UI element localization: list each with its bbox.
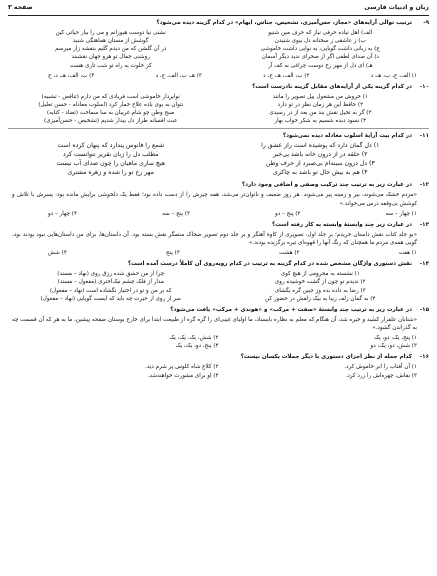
question-text: در عبارت زیر به ترتیب چند ترکیب وصفی و اضافی وجود دارد؟ <box>241 182 412 189</box>
hemistich: مدار از فلک چشم نیک‌اختری (مفعول – مسند) <box>57 279 164 286</box>
question-14 <box>8 260 429 268</box>
option-row[interactable] <box>14 278 417 286</box>
option[interactable]: ۲) پنج – دو <box>275 210 301 217</box>
verse-row <box>14 45 417 53</box>
q11-options <box>14 142 417 178</box>
question-number: ۹- <box>423 19 429 26</box>
q15-options <box>28 334 417 350</box>
question-text: ترتیب توالی آرایه‌های «مجاز، حس‌آمیزی، تشخیص، جناس، ایهام» در کدام گزینه دیده می‌شود؟ <box>156 19 412 26</box>
hemistich: نوایردار خاموشی است فریادی که من دارم (تناقض - تشبیه) <box>41 93 180 100</box>
option-row[interactable] <box>14 160 417 169</box>
question-number: ۱۶- <box>419 354 429 361</box>
hemistich: روشنی جمال تو هرو جهان نقشبند <box>71 54 150 61</box>
question-10 <box>8 83 429 91</box>
q15-passage: «شتابان علفزار کشید و خیره شد، آن هنگام که معلم به نظاره بایستاد، ما اولیای غیبی‌ای را گره گره از طبیعت ابتدا برای خارج بوستان صفحه پیشین، ما به هر که آن قسمت چه به گذراندن گشود.» <box>12 316 417 331</box>
option[interactable]: ۱) آن آفتاب را ابر خاموش کرد. <box>344 364 417 371</box>
header-page-number: صفحه ۳ <box>8 4 33 11</box>
question-number: ۱۰- <box>419 83 429 90</box>
question-15 <box>8 306 429 314</box>
hemistich: چرا از من حشق شده رزق روی (نهاد – مسند) <box>57 271 165 278</box>
option[interactable]: ۴) او برای مشورت خواهندشد. <box>147 372 219 379</box>
hemistich: عبث افسانه طراز دل بیدار شدیم (تشخیص - حسن‌آمیزی) <box>44 118 178 125</box>
option[interactable]: ۴) شش <box>48 250 67 257</box>
question-16 <box>8 353 429 361</box>
question-text: در کدام بیت آرایهٔ اسلوب معادله دیده نمی‌شود؟ <box>282 133 412 140</box>
verse-row <box>14 37 417 45</box>
hemistich: ۲) حلقه در از درون خانه باشد بی‌خبر <box>273 151 368 159</box>
option-row[interactable] <box>14 169 417 178</box>
q16-options <box>28 363 417 379</box>
option[interactable]: ۲) هشت <box>279 250 300 257</box>
option[interactable]: ۴) پنج، دو، یک، یک <box>175 343 219 350</box>
verse-row <box>14 29 417 37</box>
option[interactable]: ۴) چهار – دو <box>48 210 77 217</box>
option-row[interactable] <box>14 287 417 295</box>
option-row[interactable] <box>14 270 417 278</box>
hemistich: ۱) خروش من مشغول پیل تصویر را مانند <box>272 93 368 100</box>
hemistich: د) آن صدای لطفی اگر از صحرای ندید دیگر آسمان <box>261 54 379 61</box>
option-row[interactable] <box>14 295 417 303</box>
verse-row <box>14 62 417 70</box>
hemistich: کز خلوت به راه تو شب تاری هست <box>69 62 152 69</box>
hemistich: سر از روی ار حیرت چه باید که ایست گویایی (نهاد – مفعول) <box>40 295 181 302</box>
question-text: در عبارت زیر به ترتیب چند وابستهٔ «صفت + مرکب» و «هوندی + مرکب» یافت می‌شود؟ <box>170 306 412 313</box>
q12-passage: «مردم خشک می‌شوند، بیر و زمینه پیر می‌شوند. هر روز ضعیف و ناتوان‌تر می‌شد، همه چیزش را از دست داده بود؛ فقط یک دلخوشی برایش مانده بود: پسرش با تلاش و کوشش بی‌وقفه درس می‌خواند.» <box>12 192 417 207</box>
hemistich: مهر رخ تو را شده و زهره مشتری <box>67 169 154 177</box>
hemistich: ۳) رضا به داده بده وز جبین گره بگشای <box>274 287 366 294</box>
q9-verses <box>14 29 417 70</box>
question-text: در کدام گزینه یکی از آرایه‌های مقابل گزینه نادرست است؟ <box>252 83 412 90</box>
hemistich: گوشش از مستان هماهنگی شنید <box>72 38 149 45</box>
verse-row <box>14 53 417 61</box>
hemistich: ۲) حافظ این هر زمان نظر در تو دارد <box>277 101 364 108</box>
hemistich: ۴) به گمان زلف زیبا به بیک زلفش در حضور کن <box>265 295 376 302</box>
q10-options <box>14 93 417 125</box>
header-subject: زبان و ادبیات فارسی <box>364 4 429 11</box>
hemistich: ۳) گر به تخیل نقش بند من بعد از در رسیدی <box>269 110 372 117</box>
hemistich: هیچ ساری ماهیان را چون صدای آب نیست <box>56 160 166 168</box>
hemistich: نتوان به بوی باده علاج خمار کرد (اسلوب معادله - حسن تعلیل) <box>38 101 184 108</box>
option[interactable]: ۲) ب، الف، هـ، ج، د <box>263 72 310 79</box>
option[interactable]: ۱) الف، ج، ب، هـ، د <box>370 72 417 79</box>
question-number: ۱۴- <box>419 261 429 268</box>
hemistich: ب) ز عاشقی ز سخنانه دل بیوی شنیدن <box>274 38 366 45</box>
hemistich: مطلب دل را زبان تقریر نتوانست کرد <box>62 151 159 159</box>
divider <box>8 128 429 129</box>
option[interactable]: ۱) چهار – سه <box>385 210 417 217</box>
option[interactable]: ۱) پنج، یک، دو، یک <box>374 335 417 342</box>
question-number: ۱۲- <box>419 182 429 189</box>
option[interactable]: ۳) پنج <box>166 250 180 257</box>
question-text: در عبارت زیر چند وابستهٔ وابسته به کار رفته است؟ <box>272 221 412 228</box>
hemistich: ۱) نشسته به محرومی از هیچ کوی <box>280 271 360 278</box>
q9-options <box>48 72 417 80</box>
hemistich: ۴) هم به بیش حال تو باشد به چاکری <box>273 169 368 177</box>
q14-options <box>14 270 417 302</box>
option[interactable]: ۳) شش، دو، یک، دو <box>370 343 417 350</box>
option[interactable]: ۳) هـ، ب، الف، ج، د <box>155 72 202 79</box>
page-header <box>8 4 429 16</box>
question-number: ۱۳- <box>419 221 429 228</box>
option-row[interactable] <box>14 109 417 117</box>
hemistich: که بر من و تو در اختیار نگشاده است (نهاد – مفعول) <box>49 287 172 294</box>
question-12 <box>8 181 429 189</box>
question-text: کدام جمله از نظر اجزای دستوری با دیگر جملات یکسان نیست؟ <box>240 354 412 361</box>
question-9 <box>8 19 429 27</box>
option-row[interactable] <box>14 117 417 125</box>
hemistich: ۱) دل گمان دارد که پوشیده است راز عشق را <box>261 142 380 150</box>
question-13 <box>8 221 429 229</box>
hemistich: در آن گلشن که من دیدم گلیم بنفشه زار میرسم <box>55 46 167 53</box>
hemistich: صبح وطن چو شام غریبان به سا سماخت (تضاد - کنایه) <box>46 110 175 117</box>
hemistich: ۲) ندیدم تو چون از گشت خوشیده روی <box>274 279 366 286</box>
hemistich: الف) اهل نیاده حرفی نیاز که حرف مین شنیو <box>268 30 373 37</box>
option[interactable]: ۳) پنج – سه <box>162 210 190 217</box>
option-row[interactable] <box>14 101 417 109</box>
question-text: نقش دستوری واژگان مشخص شده در کدام گزینه به ترتیب در کدام رویه‌روی آن کاملاً درست آمده است؟ <box>127 261 412 268</box>
option[interactable]: ۳) نقاش، چهره‌اش را زرد کرد. <box>345 372 417 379</box>
hemistich: شمع را فانوس پندارد که پنهان کرده است <box>57 142 165 150</box>
option[interactable]: ۲) شش، یک، یک، یک <box>169 335 219 342</box>
option-row[interactable] <box>14 142 417 151</box>
question-number: ۱۱- <box>419 133 429 140</box>
hemistich: ۴) نسود دیده شسیم به شکر خواب بهار <box>274 118 367 125</box>
hemistich: نشنی نیا دوست هیوزانم و می را بیار حیاتی کین <box>55 30 166 37</box>
question-11 <box>8 132 429 140</box>
q12-options <box>48 210 417 218</box>
option-row[interactable] <box>14 93 417 101</box>
question-number: ۱۵- <box>419 306 429 313</box>
q13-options <box>48 249 417 257</box>
hemistich: هـ) ای دل از مهر رخ دوست چراغی به کف آر <box>267 62 373 69</box>
q13-passage: «بو جلد کتاب نقش داستان خریدم؛ بر جلد اول، تصویری از کاوهٔ آهنگر و بر جلد دوم تصویر ضحاک ستمگر نقش بسته بود. آن داستان‌ها، برای من داستان‌هایی نبود بودند بود، گویی همه‌ی مردم ما همچنان که رنگ آنها را قهوه‌ای تیره برگزیده بودند.» <box>12 231 417 246</box>
option[interactable]: ۱) هفت <box>398 250 417 257</box>
hemistich: ج) به زبانی داشت گویایی، به نوایی داشت خاموشی <box>260 46 380 53</box>
hemistich: ۳) دل درون سینه‌ام بی‌صبرد از حرف وطن <box>265 160 375 168</box>
option[interactable]: ۴) ب، الف، هـ، د، ج <box>48 72 95 79</box>
option[interactable]: ۲) کلاغ شاه کلوس پر شرم دید. <box>145 364 219 371</box>
